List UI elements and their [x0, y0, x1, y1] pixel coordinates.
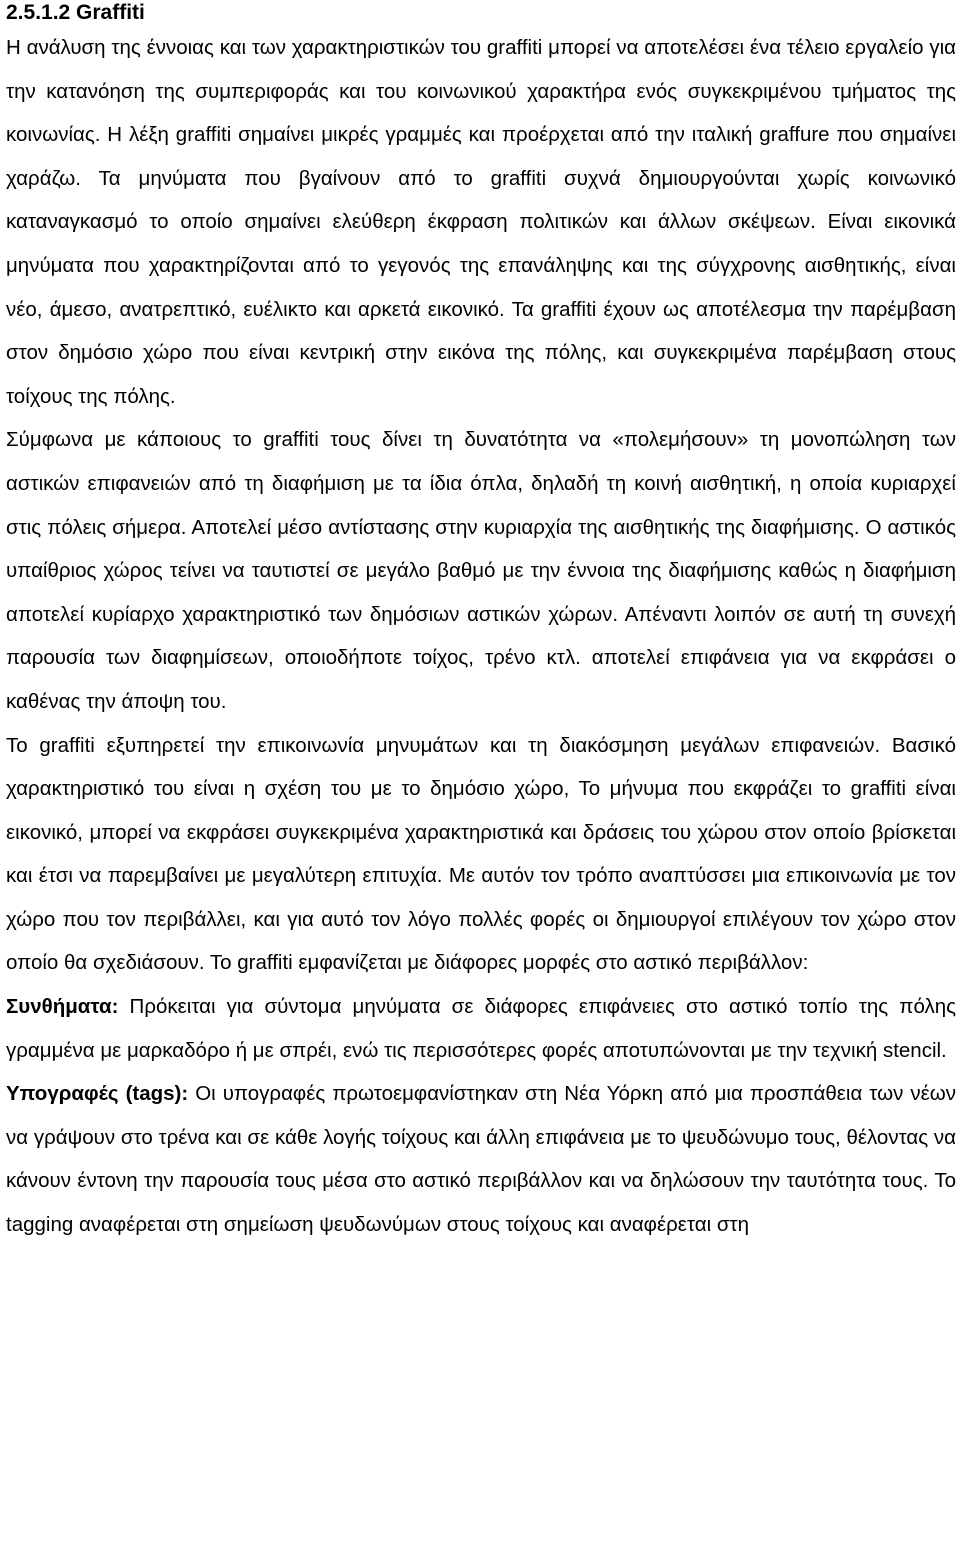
- paragraph-text: Σύμφωνα με κάποιους το graffiti τους δίνει τη δυνατότητα να «πολεμήσουν» τη μονοπώληση των αστικών επιφανειών από τη διαφήμιση με τα ίδια όπλα, δηλαδή τη κοινή αισθητική, η οποία κυριαρχεί στις πόλεις σήμερα. Αποτελεί μέσο αντίστασης στην κυριαρχία της αισθητικής της διαφήμισης. Ο αστικός υπαίθριος χώρος τείνει να ταυτιστεί σε μεγάλο βαθμό με την έννοια της διαφήμισης καθώς η διαφήμιση αποτελεί κυρίαρχο χαρακτηριστικό των δημόσιων αστικών χώρων. Απέναντι λοιπόν σε αυτή τη συνεχή παρουσία των διαφημίσεων, οποιοδήποτε τοίχος, τρένο κτλ. αποτελεί επιφάνεια για να εκφράσει ο καθένας την άποψη του.: [6, 428, 956, 713]
- paragraph-public-space: [6, 724, 956, 986]
- paragraph-intro: [6, 26, 956, 418]
- paragraph-slogans: [6, 985, 956, 1072]
- paragraph-text: Η ανάλυση της έννοιας και των χαρακτηριστικών του graffiti μπορεί να αποτελέσει ένα τέλειο εργαλείο για την κατανόηση της συμπεριφοράς και του κοινωνικού χαρακτήρα ενός συγκεκριμένου τμήματος της κοινωνίας. Η λέξη graffiti σημαίνει μικρές γραμμές και προέρχεται από την ιταλική graffure που σημαίνει χαράζω. Τα μηνύματα που βγαίνουν από το graffiti συχνά δημιουργούνται χωρίς κοινωνικό καταναγκασμό το οποίο σημαίνει ελεύθερη έκφραση πολιτικών και άλλων σκέψεων. Είναι εικονικά μηνύματα που χαρακτηρίζονται από το γεγονός της επανάληψης και της σύγχρονης αισθητικής, είναι νέο, άμεσο, ανατρεπτικό, ευέλικτο και αρκετά εικονικό. Τα graffiti έχουν ως αποτέλεσμα την παρέμβαση στον δημόσιο χώρο που είναι κεντρική στην εικόνα της πόλης, και συγκεκριμένα παρέμβαση στους τοίχους της πόλης.: [6, 36, 956, 408]
- paragraph-text: Πρόκειται για σύντομα μηνύματα σε διάφορες επιφάνειες στο αστικό τοπίο της πόλης γραμμένα με μαρκαδόρο ή με σπρέι, ενώ τις περισσότερες φορές αποτυπώνονται με την τεχνική stencil.: [6, 995, 956, 1062]
- term-label: Υπογραφές (tags):: [6, 1082, 189, 1106]
- section-heading: 2.5.1.2 Graffiti: [6, 1, 145, 24]
- paragraph-tags: [6, 1072, 956, 1246]
- document-page: [6, 0, 956, 1247]
- paragraph-text: Οι υπογραφές πρωτοεμφανίστηκαν στη Νέα Υόρκη από μια προσπάθεια των νέων να γράψουν στο τρένα και σε κάθε λογής τοίχους και άλλη επιφάνεια με το ψευδώνυμο τους, θέλοντας να κάνουν έντονη την παρουσία τους μέσα στο αστικό περιβάλλον και να δηλώσουν την ταυτότητα τους. Το tagging αναφέρεται στη σημείωση ψευδωνύμων στους τοίχους και αναφέρεται στη: [6, 1082, 956, 1237]
- term-label: Συνθήματα:: [6, 995, 119, 1019]
- paragraph-advertising: [6, 418, 956, 723]
- paragraph-text: Το graffiti εξυπηρετεί την επικοινωνία μηνυμάτων και τη διακόσμηση μεγάλων επιφανειών. Βασικό χαρακτηριστικό του είναι η σχέση του με το δημόσιο χώρο, Το μήνυμα που εκφράζει το graffiti είναι εικονικό, μπορεί να εκφράσει συγκεκριμένα χαρακτηριστικά και δράσεις του χώρου στον οποίο βρίσκεται και έτσι να παρεμβαίνει με μεγαλύτερη επιτυχία. Με αυτόν τον τρόπο αναπτύσσει μια επικοινωνία με τον χώρο που τον περιβάλλει, και για αυτό τον λόγο πολλές φορές οι δημιουργοί επιλέγουν τον χώρο στον οποίο θα σχεδιάσουν. Το graffiti εμφανίζεται με διάφορες μορφές στο αστικό περιβάλλον:: [6, 733, 956, 975]
